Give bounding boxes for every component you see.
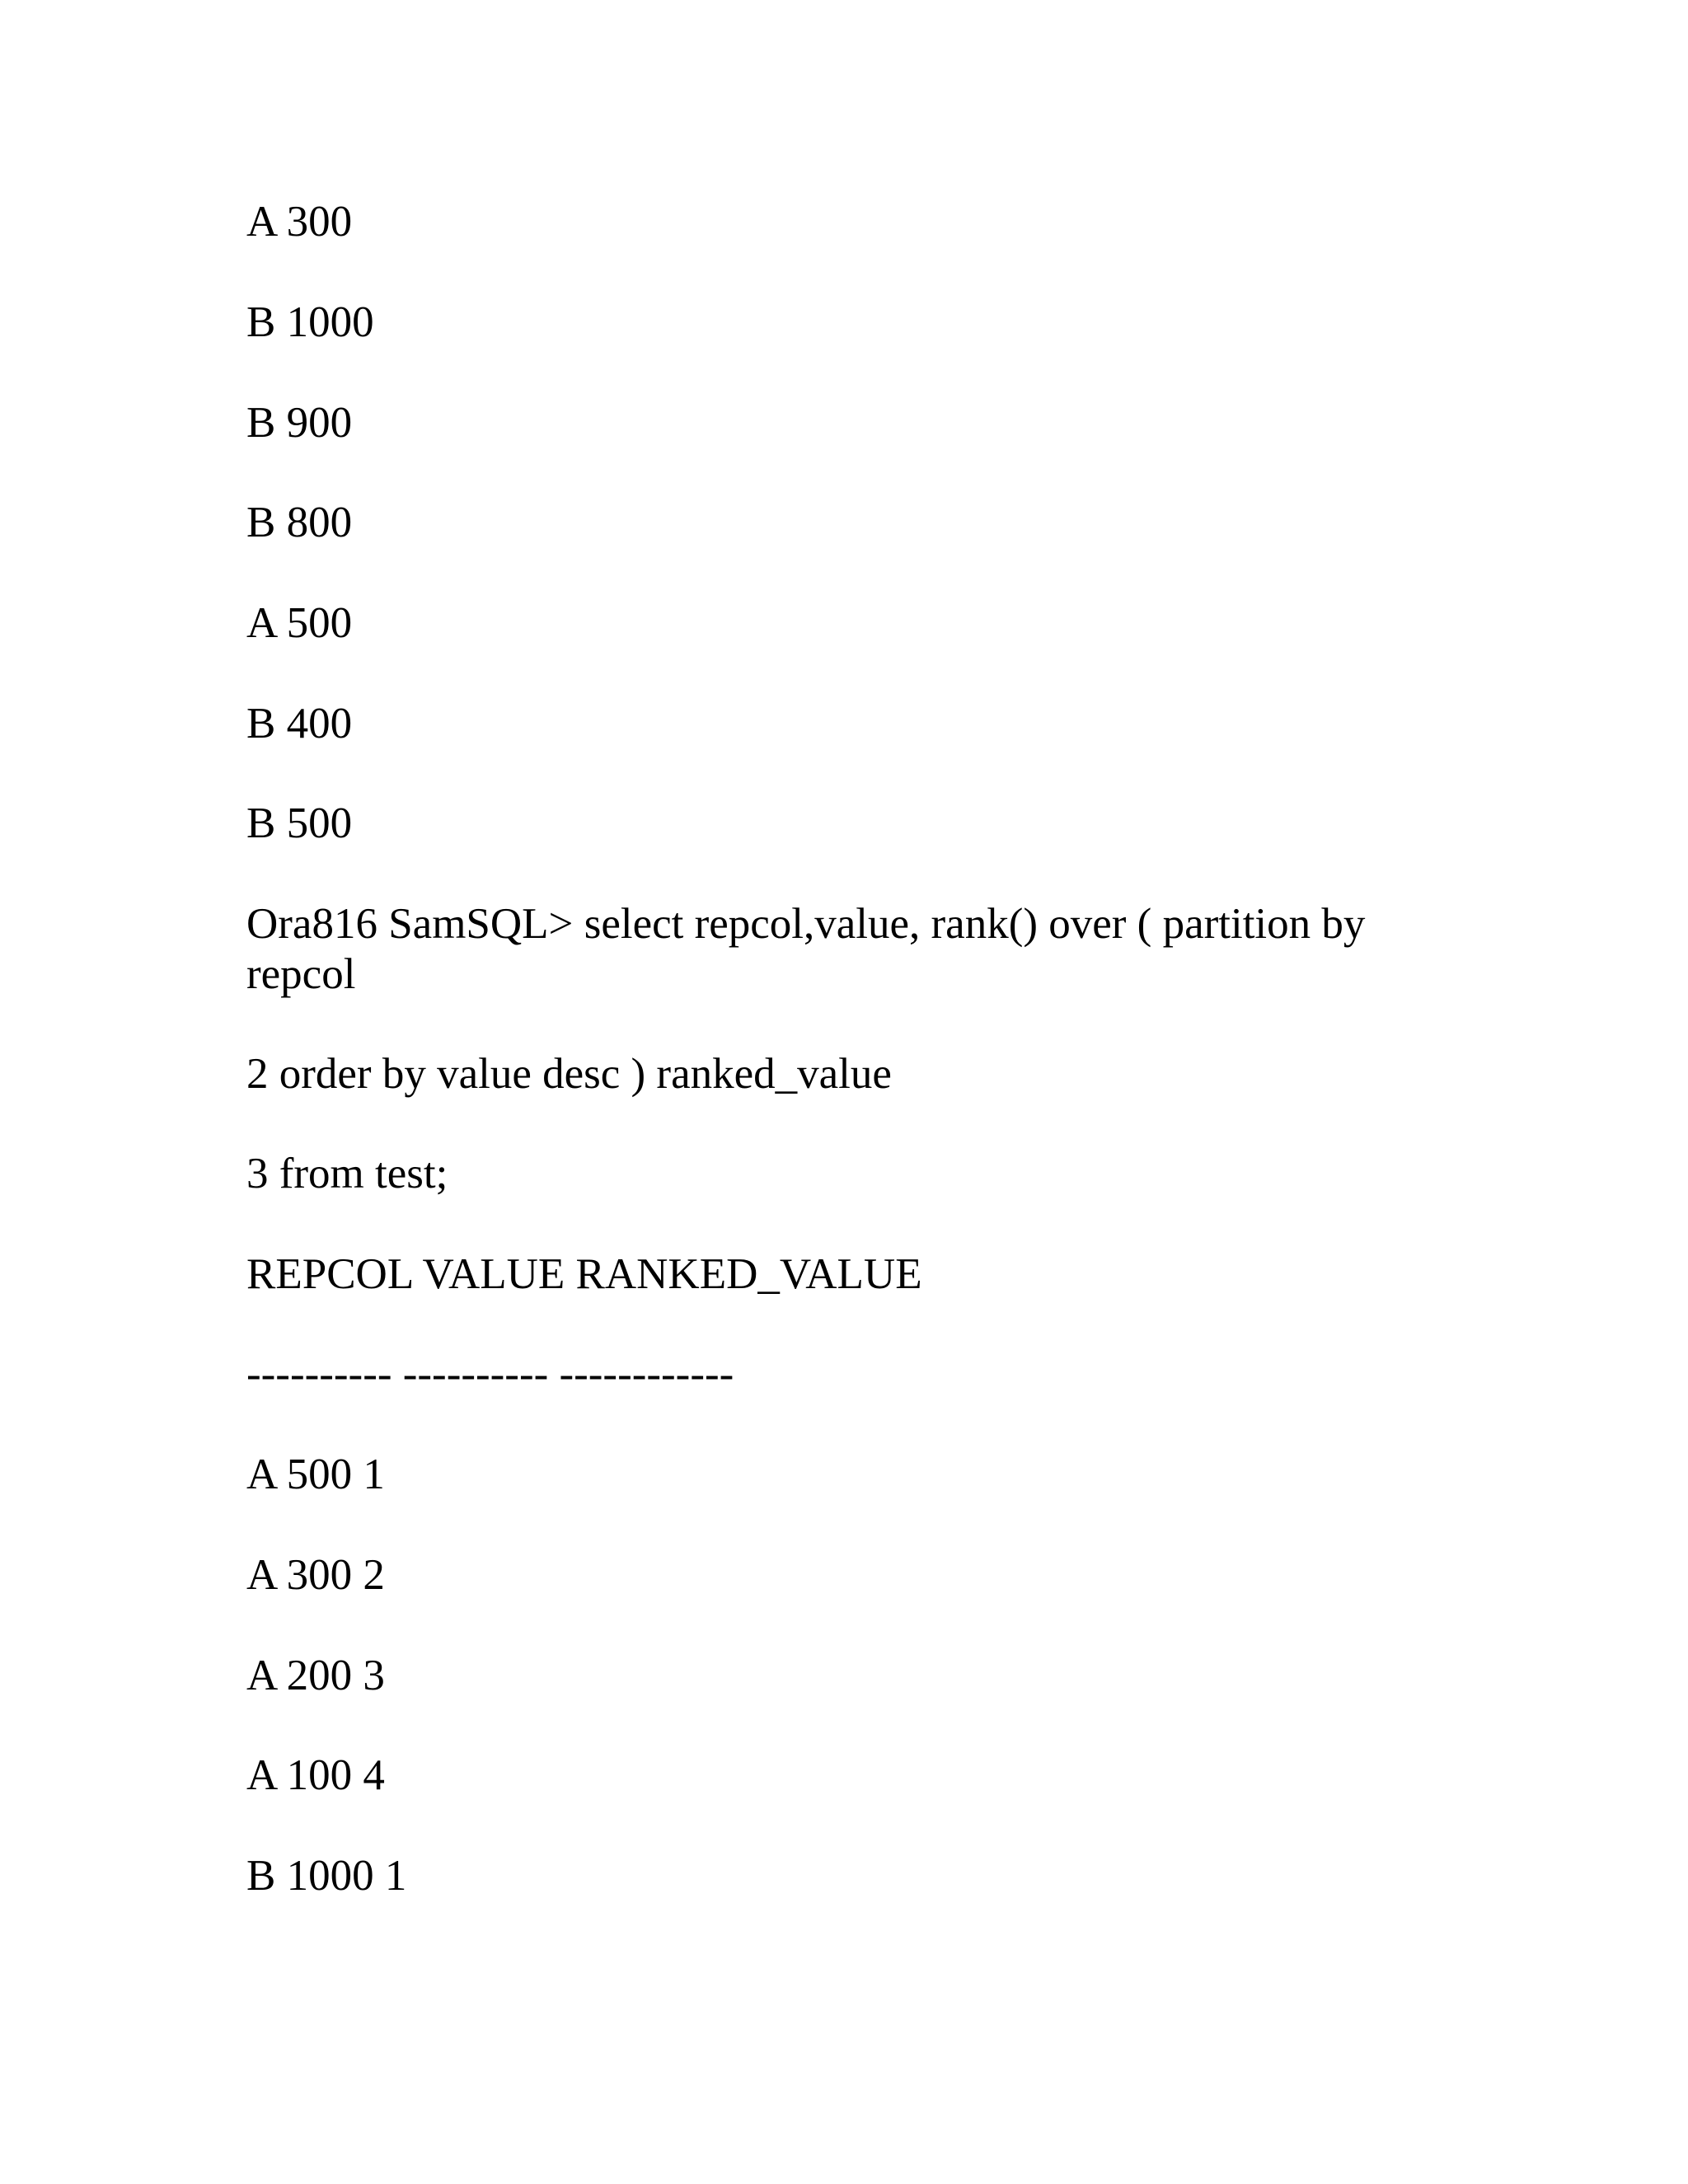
sql-continuation-line: 2 order by value desc ) ranked_value	[246, 1050, 892, 1098]
result-separator: ---------- ---------- ------------	[246, 1350, 734, 1398]
data-row: A 300	[246, 198, 353, 246]
result-row: B 1000 1	[246, 1852, 407, 1900]
data-row: A 500	[246, 599, 353, 647]
data-row: B 800	[246, 499, 353, 546]
data-row: B 1000	[246, 298, 374, 346]
data-row: B 500	[246, 799, 353, 847]
result-header: REPCOL VALUE RANKED_VALUE	[246, 1250, 922, 1298]
result-row: A 100 4	[246, 1751, 385, 1799]
result-row: A 200 3	[246, 1652, 385, 1699]
result-row: A 300 2	[246, 1551, 385, 1599]
sql-prompt-line: Ora816 SamSQL> select repcol,value, rank() over ( partition by repcol	[246, 900, 1376, 998]
result-row: A 500 1	[246, 1451, 385, 1498]
data-row: B 900	[246, 399, 353, 447]
data-row: B 400	[246, 700, 353, 748]
sql-continuation-line: 3 from test;	[246, 1150, 448, 1197]
